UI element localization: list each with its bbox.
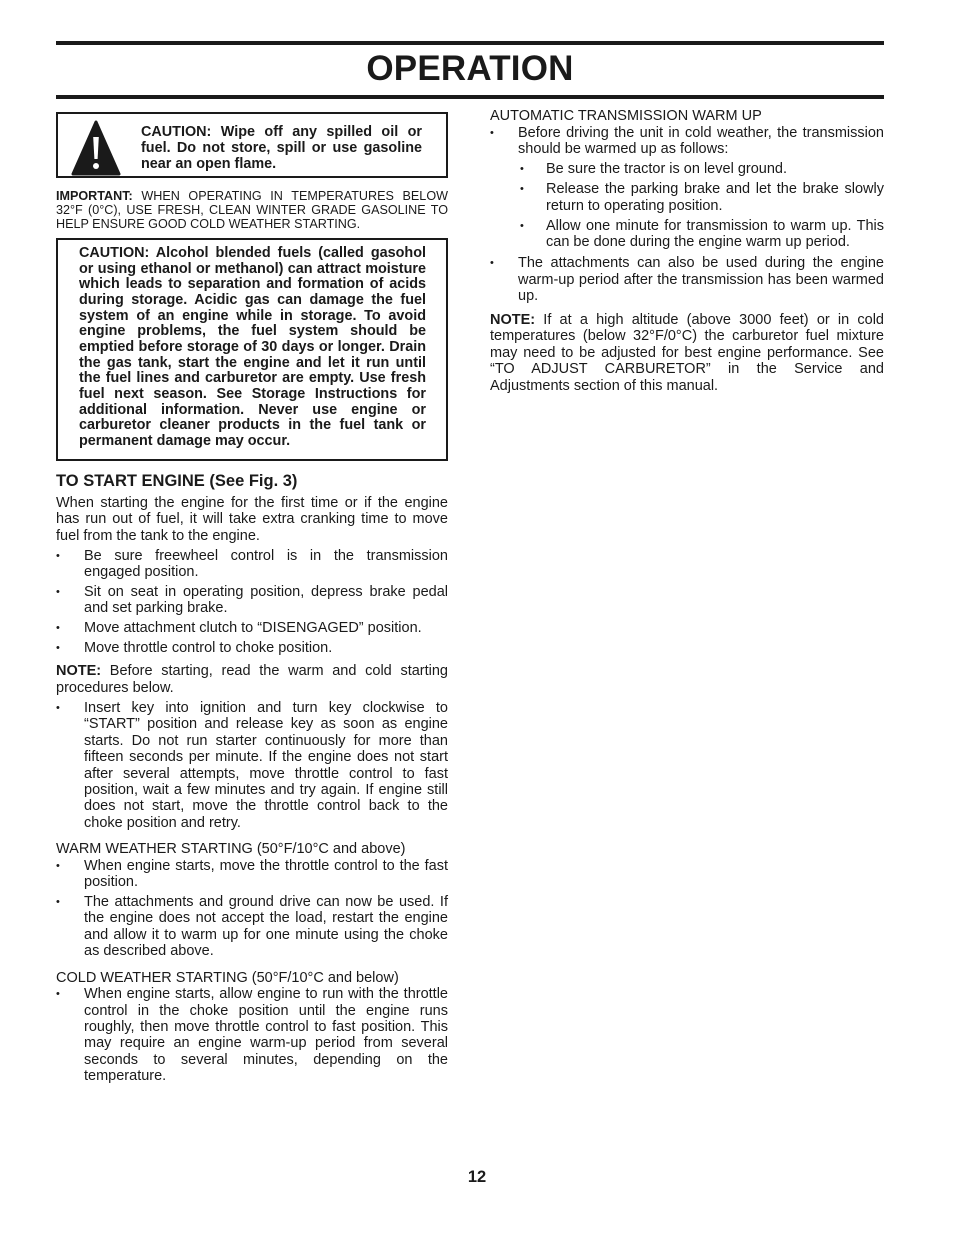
left-column: [56, 110, 448, 1085]
list-item: • Be sure the tractor is on level ground.: [490, 161, 884, 177]
transmission-warmup-steps-2: [490, 255, 884, 304]
page-number: 12: [467, 1168, 487, 1186]
list-item: • Before driving the unit in cold weather, the transmission should be warmed up as follows:: [490, 125, 884, 158]
list-item: • When engine starts, move the throttle control to the fast position.: [56, 858, 448, 891]
list-item: • The attachments and ground drive can now be used. If the engine does not accept the load, restart the engine and allow it to warm up for one minute using the choke as described above.: [56, 894, 448, 960]
warm-weather-steps: [56, 858, 448, 960]
altitude-note: [490, 312, 884, 395]
list-item: • Move attachment clutch to “DISENGAGED” position.: [56, 620, 448, 636]
list-item: • Sit on seat in operating position, depress brake pedal and set parking brake.: [56, 584, 448, 617]
warm-weather-heading: WARM WEATHER STARTING (50°F/10°C and above): [56, 841, 406, 858]
list-item: • Release the parking brake and let the brake slowly return to operating position.: [490, 181, 884, 214]
header-rule-top: [56, 41, 884, 45]
list-item: • Be sure freewheel control is in the transmission engaged position.: [56, 548, 448, 581]
important-label: IMPORTANT:: [56, 189, 133, 203]
list-item: • Insert key into ignition and turn key clockwise to “START” position and release key as soon as engine starts. Do not run starter continuously for more than fifteen seconds per minute. If the engine does not start after several attempts, move throttle control to fast position, wait a few minutes and try again. If engine still does not start, move the throttle control back to the choke position and retry.: [56, 700, 448, 831]
key-steps: [56, 700, 448, 831]
page-title: OPERATION: [366, 49, 574, 88]
transmission-warmup-steps: [490, 125, 884, 158]
right-column: [490, 108, 884, 394]
note-text: Before starting, read the warm and cold starting procedures below.: [56, 663, 448, 696]
caution-box-alcohol-fuel: CAUTION: Alcohol blended fuels (called gasohol or using ethanol or methanol) can attract moisture which leads to separation and formation of acids during storage. Acidic gas can damage the fuel system of an engine while in storage. To avoid engine problems, the fuel system should be emptied before storage of 30 days or longer. Drain the gas tank, start the engine and let it run until the fuel lines and carburetor are empty. Use fresh fuel next season. See Storage Instructions for additional information. Never use engine or carburetor cleaner products in the fuel tank or permanent damage may occur.: [56, 238, 448, 461]
caution-spill-text: CAUTION: Wipe off any spilled oil or fuel. Do not store, spill or use gasoline near an open flame.: [141, 124, 422, 172]
caution-box-spill: [56, 112, 448, 178]
transmission-warmup-substeps: [490, 161, 884, 250]
start-engine-steps: [56, 548, 448, 657]
list-item: • When engine starts, allow engine to run with the throttle control in the choke position until the engine runs roughly, then move throttle control to fast position. This may require an engine warm-up period from several seconds to several minutes, depending on the temperature.: [56, 986, 448, 1084]
list-item: • The attachments can also be used during the engine warm-up period after the transmission has been warmed up.: [490, 255, 884, 304]
transmission-warmup-heading: AUTOMATIC TRANSMISSION WARM UP: [490, 108, 762, 124]
note-label: NOTE:: [56, 663, 102, 680]
cold-weather-heading: COLD WEATHER STARTING (50°F/10°C and below): [56, 969, 399, 986]
list-item: • Move throttle control to choke position.: [56, 640, 448, 656]
start-engine-intro: When starting the engine for the first time or if the engine has run out of fuel, it will take extra cranking time to move fuel from the tank to the engine.: [56, 494, 448, 544]
start-note: [56, 663, 448, 696]
note-text: If at a high altitude (above 3000 feet) or in cold temperatures (below 32°F/0°C) the carburetor fuel mixture may need to be adjusted for best engine performance. See “TO ADJUST CARBURETOR” in the Service and Adjustments section of this manual.: [490, 311, 884, 394]
cold-weather-steps: [56, 986, 448, 1084]
start-engine-heading: TO START ENGINE (See Fig. 3): [56, 471, 298, 490]
note-label: NOTE:: [490, 311, 536, 328]
header-rule-bottom: [56, 95, 884, 99]
warning-triangle-icon: [71, 120, 121, 176]
important-notice: [56, 189, 448, 231]
list-item: • Allow one minute for transmission to warm up. This can be done during the engine warm up period.: [490, 218, 884, 251]
important-text: WHEN OPERATING IN TEMPERATURES BELOW 32°F (0°C), USE FRESH, CLEAN WINTER GRADE GASOLINE TO HELP ENSURE GOOD COLD WEATHER STARTING.: [56, 189, 448, 231]
